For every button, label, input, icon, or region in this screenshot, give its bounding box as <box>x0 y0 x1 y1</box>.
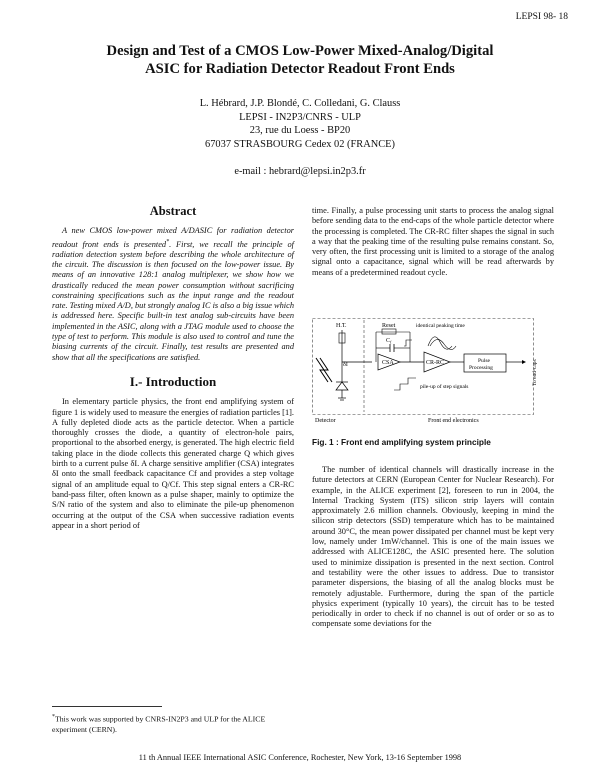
pulse-label: Pulse <box>478 358 490 364</box>
footnote-rule <box>52 706 162 707</box>
document-reference: LEPSI 98- 18 <box>515 12 568 22</box>
front-end-label: Front end electronics <box>428 418 479 424</box>
address-city: 67037 STRASBOURG Cedex 02 (FRANCE) <box>205 138 395 150</box>
footnote-mark: * <box>166 238 170 245</box>
author-names: L. Hébrard, J.P. Blondé, C. Colledani, G. Clauss <box>199 98 401 109</box>
conference-footer: 11 th Annual IEEE International ASIC Conference, Rochester, New York, 13-16 September 1998 <box>138 753 462 762</box>
pileup-steps-icon <box>394 378 416 390</box>
title-line-2: ASIC for Radiation Detector Readout Front Ends <box>145 61 455 77</box>
abstract-heading: Abstract <box>149 204 197 218</box>
pileup-label: pile-up of step signals <box>420 384 469 390</box>
detector-label: Detector <box>315 418 336 424</box>
figure-front-end-diagram <box>312 318 554 428</box>
right-column-bottom <box>312 465 554 630</box>
right-column-top <box>312 206 554 278</box>
right-paragraph-2: The number of identical channels will drastically increase in the future detectors at CERN (European Center for Nuclear Research). For example, in the ALICE experiment [2], foreseen to run in 2004, the Internal Tracking System (ITS) silicon strip layers will contain approximately 2.6 million channels. Obviously, keeping in mind the silicon strip detectors (SSD) temperature which has to be maintained around 30°C, the mean power dissipated per channel must be kept very low, namely under 1mW/channel. This is one of the main issues we addressed with ALICE128C, the ASIC presented here. The solution used to minimize dissipation is presented in the next section. Control and testability were the other issues to address. Due to transistor parameter dispersions, the biasing of all the analog blocks must be remotely adjustable. Furthermore, during the span of the particle physics experiment (typically 10 years), the circuit has to be tested periodically in order to check if no channel is out of order or so as to compensate some deviations for the <box>312 465 554 629</box>
author-email: e-mail : hebrard@lepsi.in2p3.fr <box>234 166 366 177</box>
abstract-text: A new CMOS low-power mixed A/DASIC for radiation detector readout front ends is presented*. First, we recall the principle of radiation detection system before describing the whole architecture of the circuit. The discussion is then focused on the low-power issue. By means of an innovative 128:1 analog multiplexer, we show how we drastically reduced the mean power consumption without sacrificing constraining specifications such as the input range and the readout rate. Testing mixed A/D, but strongly analog IC is also a big issue which is addressed here. Specific built-in test analog sub-circuits have been implemented in the ASIC, along with a JTAG module used to choose the type of test to perform. This module is also used to control and tune the biasing currents of the circuit. Finally, test results are presented and show that all the specifications are satisfied. <box>52 226 294 362</box>
csa-label: CSA <box>382 360 394 366</box>
affiliation: LEPSI - IN2P3/CNRS - ULP <box>239 111 361 123</box>
figure-caption: Fig. 1 : Front end amplifying system principle <box>312 437 491 447</box>
processing-label: Processing <box>469 365 493 371</box>
continuation-paragraph: time. Finally, a pulse processing unit starts to process the analog signal before sending data to the end-caps of the whole particle detector where the processing is completed. The CR-RC filter shapes the signal in such a way that the peaking time of the resulting pulse remains constant. So, very often, the first processing unit is limited to a storage of the analog signal onto a capacitance, signal which will be read afterwards by means of a predetermined readout cycle. <box>312 206 554 277</box>
shaped-pulse-icon <box>428 337 452 349</box>
address-street: 23, rue du Loess - BP20 <box>249 125 351 136</box>
reset-label: Reset <box>382 323 396 329</box>
introduction-heading: I.- Introduction <box>129 373 217 389</box>
peaking-time-label: identical peaking time <box>416 323 465 329</box>
step-signal-icon <box>404 340 412 346</box>
footnote: *This work was supported by CNRS-IN2P3 and ULP for the ALICE experiment (CERN). <box>52 714 266 734</box>
current-pulse-label: δI <box>343 362 348 368</box>
reset-switch <box>382 329 396 334</box>
detector-diode-icon <box>336 382 348 390</box>
author-block <box>100 97 500 151</box>
end-caps-label: To end-caps <box>532 359 538 386</box>
title-line-1: Design and Test of a CMOS Low-Power Mixed-Analog/Digital <box>106 43 494 59</box>
output-arrow-icon <box>522 360 526 364</box>
feedback-cap-label: $C_f$ <box>386 338 392 345</box>
paper-title <box>60 42 540 78</box>
ht-label: H.T. <box>336 323 347 329</box>
crrc-label: CR-RC <box>426 360 445 366</box>
introduction-paragraph: In elementary particle physics, the front end amplifying system of figure 1 is widely used to measure the energies of radiation particles [1]. A fully depleted diode acts as the particle detector. When a particle thoroughly crosses the diode, a quantity of electron-hole pairs, proportional to the absorbed energy, is generated. The high electric field taking place in the diode collects this generated charge Q which gives birth to a current pulse δI. A charge sensitive amplifier (CSA) integrates δI onto the small feedback capacitance Cf and provides a step voltage signal of an amplitude equal to Q/Cf. This step signal enters a CR-RC band-pass filter, often known as a pulse shaper, mainly to optimize the S/N ratio of the system and also to eliminate the pile-up phenomenon occurring at the output of the CSA when successive radiation events appear in a short period of <box>52 397 294 530</box>
left-column <box>52 206 294 531</box>
